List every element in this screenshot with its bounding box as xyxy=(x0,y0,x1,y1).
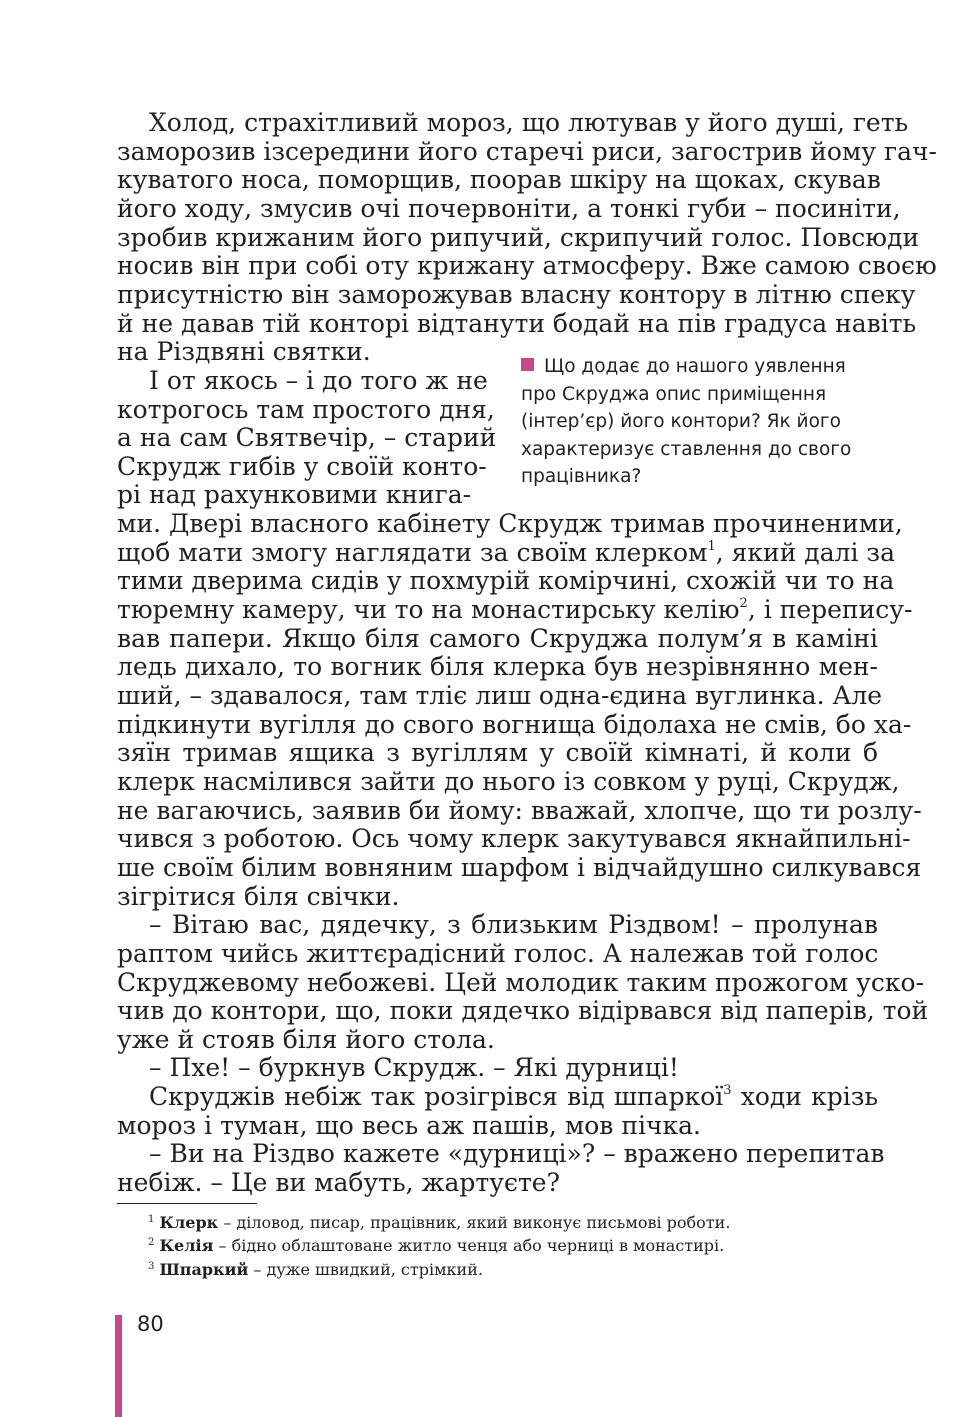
footnote-ref: 1 xyxy=(707,538,716,554)
text-line: – Пхе! – буркнув Скрудж. – Які дурниці! xyxy=(149,1053,679,1083)
text-line: ше своїм білим вовняним шарфом і відчайдушно силкувався xyxy=(117,852,922,882)
text-line: раптом чийсь життєрадісний голос. А належав той голос xyxy=(117,938,879,968)
text-line: Скрудж гибів у своїй конто- xyxy=(117,451,487,481)
text-line: небіж. – Це ви мабуть, жартуєте? xyxy=(117,1168,560,1197)
text-line: щоб мати змогу наглядати за своїм клерком$^1$, який далі за xyxy=(117,537,895,567)
footnote-term: Шпаркий xyxy=(159,1260,249,1279)
text-line: не вагаючись, заявив би йому: вважай, хлопче, що ти розлу- xyxy=(117,795,922,825)
footnote-separator xyxy=(117,1203,257,1204)
text-line: Скруджевому небожеві. Цей молодик таким прожогом уско- xyxy=(117,967,925,997)
text-line: – Ви на Різдво кажете «дурниці»? – вражено перепитав xyxy=(149,1139,885,1169)
text-line: заморозив ізсередини його старечі риси, загострив йому гач- xyxy=(117,136,938,166)
page-number: 80 xyxy=(137,1312,164,1336)
text-line: ми. Двері власного кабінету Скрудж тримав прочиненими, xyxy=(117,509,903,539)
text-line: зігрітися біля свічки. xyxy=(117,881,400,911)
sidebar-line: про Скруджа опис приміщення xyxy=(521,383,827,405)
footnote-ref: 2 xyxy=(739,596,748,611)
sidebar-line: (інтер’єр) його контори? Як його xyxy=(521,411,841,432)
text-line: – Вітаю вас, дядечку, з близьким Різдвом! – пролунав xyxy=(149,910,878,940)
footnote: $^1$ Клерк – діловод, писар, працівник, який виконує письмові роботи. xyxy=(148,1213,731,1232)
text-line: котрогось там простого дня, xyxy=(117,394,495,424)
text-line: присутністю він заморожував власну контору в літню спеку xyxy=(117,279,916,309)
text-line: на Різдвяні святки. xyxy=(117,337,371,367)
text-line: Скруджів небіж так розігрівся від шпаркої$^3$ ходи крізь xyxy=(149,1082,878,1112)
text-line: куватого носа, поморщив, поорав шкіру на щоках, скував xyxy=(117,165,881,195)
text-line: а на сам Святвечір, – старий xyxy=(117,423,497,453)
text-line: підкинути вугілля до свого вогнища бідолаха не смів, бо ха- xyxy=(117,709,912,739)
page-accent-bar xyxy=(115,1315,122,1417)
text-line: рі над рахунковими книга- xyxy=(117,480,472,510)
text-line: ледь дихало, то вогник біля клерка був незрівнянно мен- xyxy=(117,652,878,682)
text-line: тими дверима сидів у похмурій комірчині, схожій чи то на xyxy=(117,566,895,596)
text-line: носив він при собі оту крижану атмосферу. Вже самою своєю xyxy=(117,251,937,281)
text-line: уже й стояв біля його стола. xyxy=(117,1024,495,1054)
footnote-ref: 3 xyxy=(723,1083,732,1099)
footnote: $^2$ Келія – бідно облаштоване житло ченця або черниці в монастирі. xyxy=(148,1236,725,1255)
text-line: його ходу, змусив очі почервоніти, а тонкі губи – посиніти, xyxy=(117,193,901,223)
text-line: клерк насмілився зайти до нього із совком у руці, Скрудж, xyxy=(117,766,900,796)
sidebar-line: характеризує ставлення до свого xyxy=(521,438,852,460)
sidebar-question xyxy=(521,353,881,491)
text-line: ший, – здавалося, там тліє лиш одна-єдина вуглинка. Але xyxy=(117,681,883,710)
text-line: чився з роботою. Ось чому клерк закутувався якнайпильні- xyxy=(117,824,911,854)
text-line: вав папери. Якщо біля самого Скруджа полум’я в каміні xyxy=(117,623,878,653)
text-line: мороз і туман, що весь аж пашів, мов пічка. xyxy=(117,1110,701,1140)
square-bullet-icon xyxy=(521,358,534,371)
footnote-definition: – бідно облаштоване житло ченця або черниці в монастирі. xyxy=(213,1236,725,1255)
footnote-term: Клерк xyxy=(159,1213,219,1232)
footnote-definition: – діловод, писар, працівник, який виконує письмові роботи. xyxy=(218,1213,731,1232)
text-line: зробив крижаним його рипучий, скрипучий голос. Повсюди xyxy=(117,222,920,252)
text-line: зяїн тримав ящика з вугіллям у своїй кімнаті, й коли б xyxy=(117,738,878,768)
text-line: тюремну камеру, чи то на монастирську келію$^2$, і перепису- xyxy=(117,595,913,624)
sidebar-line: Що додає до нашого уявлення xyxy=(544,356,846,377)
text-line: Холод, страхітливий мороз, що лютував у його душі, геть xyxy=(149,108,909,137)
text-line: чив до контори, що, поки дядечко відірвався від паперів, той xyxy=(117,996,929,1026)
footnote: $^3$ Шпаркий – дуже швидкий, стрімкий. xyxy=(148,1260,483,1279)
text-line: І от якось – і до того ж не xyxy=(149,365,488,395)
footnote-term: Келія xyxy=(159,1236,214,1255)
sidebar-line: працівника? xyxy=(521,466,642,487)
text-line: й не давав тій конторі відтанути бодай на пів градуса навіть xyxy=(117,308,917,338)
footnote-definition: – дуже швидкий, стрімкий. xyxy=(248,1260,483,1279)
